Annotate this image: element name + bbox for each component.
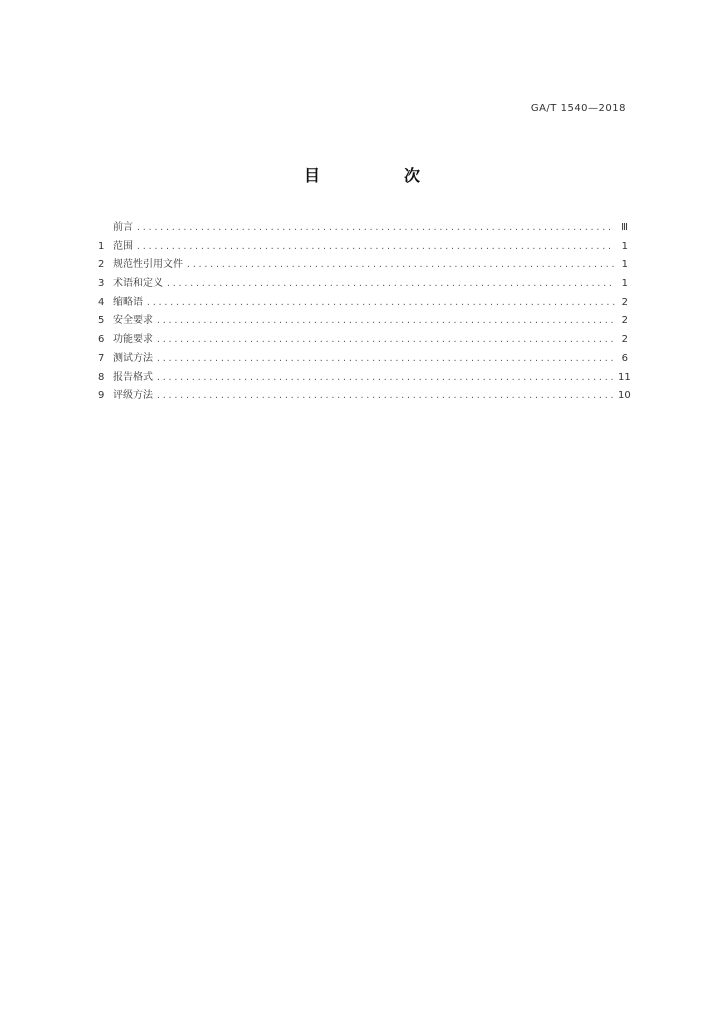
toc-dot-leader [156, 373, 615, 382]
toc-entry-1[interactable] [98, 237, 628, 256]
toc-entry-page: 11 [618, 371, 631, 383]
toc-entry-label: 安全要求 [113, 315, 153, 327]
toc-entry-number: 3 [98, 278, 105, 290]
toc-entry-number: 4 [98, 296, 105, 308]
toc-entry-page: 6 [621, 352, 628, 364]
toc-entry-2[interactable] [98, 255, 628, 274]
table-of-contents [98, 218, 631, 405]
standard-code: GA/T 1540—2018 [530, 103, 626, 114]
toc-dot-leader [156, 391, 615, 400]
toc-entry-number: 5 [98, 315, 105, 327]
toc-entry-page: 1 [621, 278, 628, 290]
toc-entry-number: 7 [98, 352, 105, 364]
toc-dot-leader [156, 316, 615, 325]
toc-entry-label: 报告格式 [113, 371, 153, 383]
toc-entry-foreword[interactable] [98, 218, 628, 237]
toc-entry-page: 2 [621, 315, 628, 327]
toc-entry-7[interactable] [98, 349, 628, 368]
toc-entry-page: 1 [621, 259, 628, 271]
toc-entry-8[interactable] [98, 368, 631, 387]
toc-title: 目 次 [303, 166, 454, 185]
toc-entry-label: 前言 [113, 222, 133, 233]
toc-entry-3[interactable] [98, 274, 628, 293]
toc-entry-label: 功能要求 [113, 334, 153, 346]
toc-entry-page: 10 [618, 390, 631, 402]
toc-entry-5[interactable] [98, 311, 628, 330]
toc-entry-label: 范围 [113, 240, 133, 252]
toc-entry-4[interactable] [98, 293, 628, 312]
toc-dot-leader [146, 298, 615, 307]
toc-entry-label: 评级方法 [113, 390, 153, 402]
toc-dot-leader [186, 260, 615, 269]
toc-dot-leader [136, 223, 615, 232]
toc-entry-label: 术语和定义 [113, 278, 163, 290]
toc-entry-page: 2 [621, 334, 628, 346]
toc-entry-page: 1 [621, 240, 628, 252]
toc-dot-leader [156, 335, 615, 344]
toc-entry-number: 9 [98, 390, 105, 402]
toc-entry-number: 6 [98, 334, 105, 346]
toc-entry-label: 缩略语 [113, 296, 143, 308]
toc-entry-label: 测试方法 [113, 352, 153, 364]
toc-entry-page: Ⅲ [621, 222, 628, 233]
toc-entry-6[interactable] [98, 330, 628, 349]
toc-entry-page: 2 [621, 296, 628, 308]
toc-dot-leader [166, 279, 615, 288]
toc-entry-number: 1 [98, 240, 105, 252]
toc-entry-label: 规范性引用文件 [113, 259, 183, 271]
toc-dot-leader [136, 242, 615, 251]
toc-entry-number: 2 [98, 259, 105, 271]
toc-entry-number: 8 [98, 371, 105, 383]
toc-entry-9[interactable] [98, 386, 631, 405]
toc-dot-leader [156, 354, 615, 363]
